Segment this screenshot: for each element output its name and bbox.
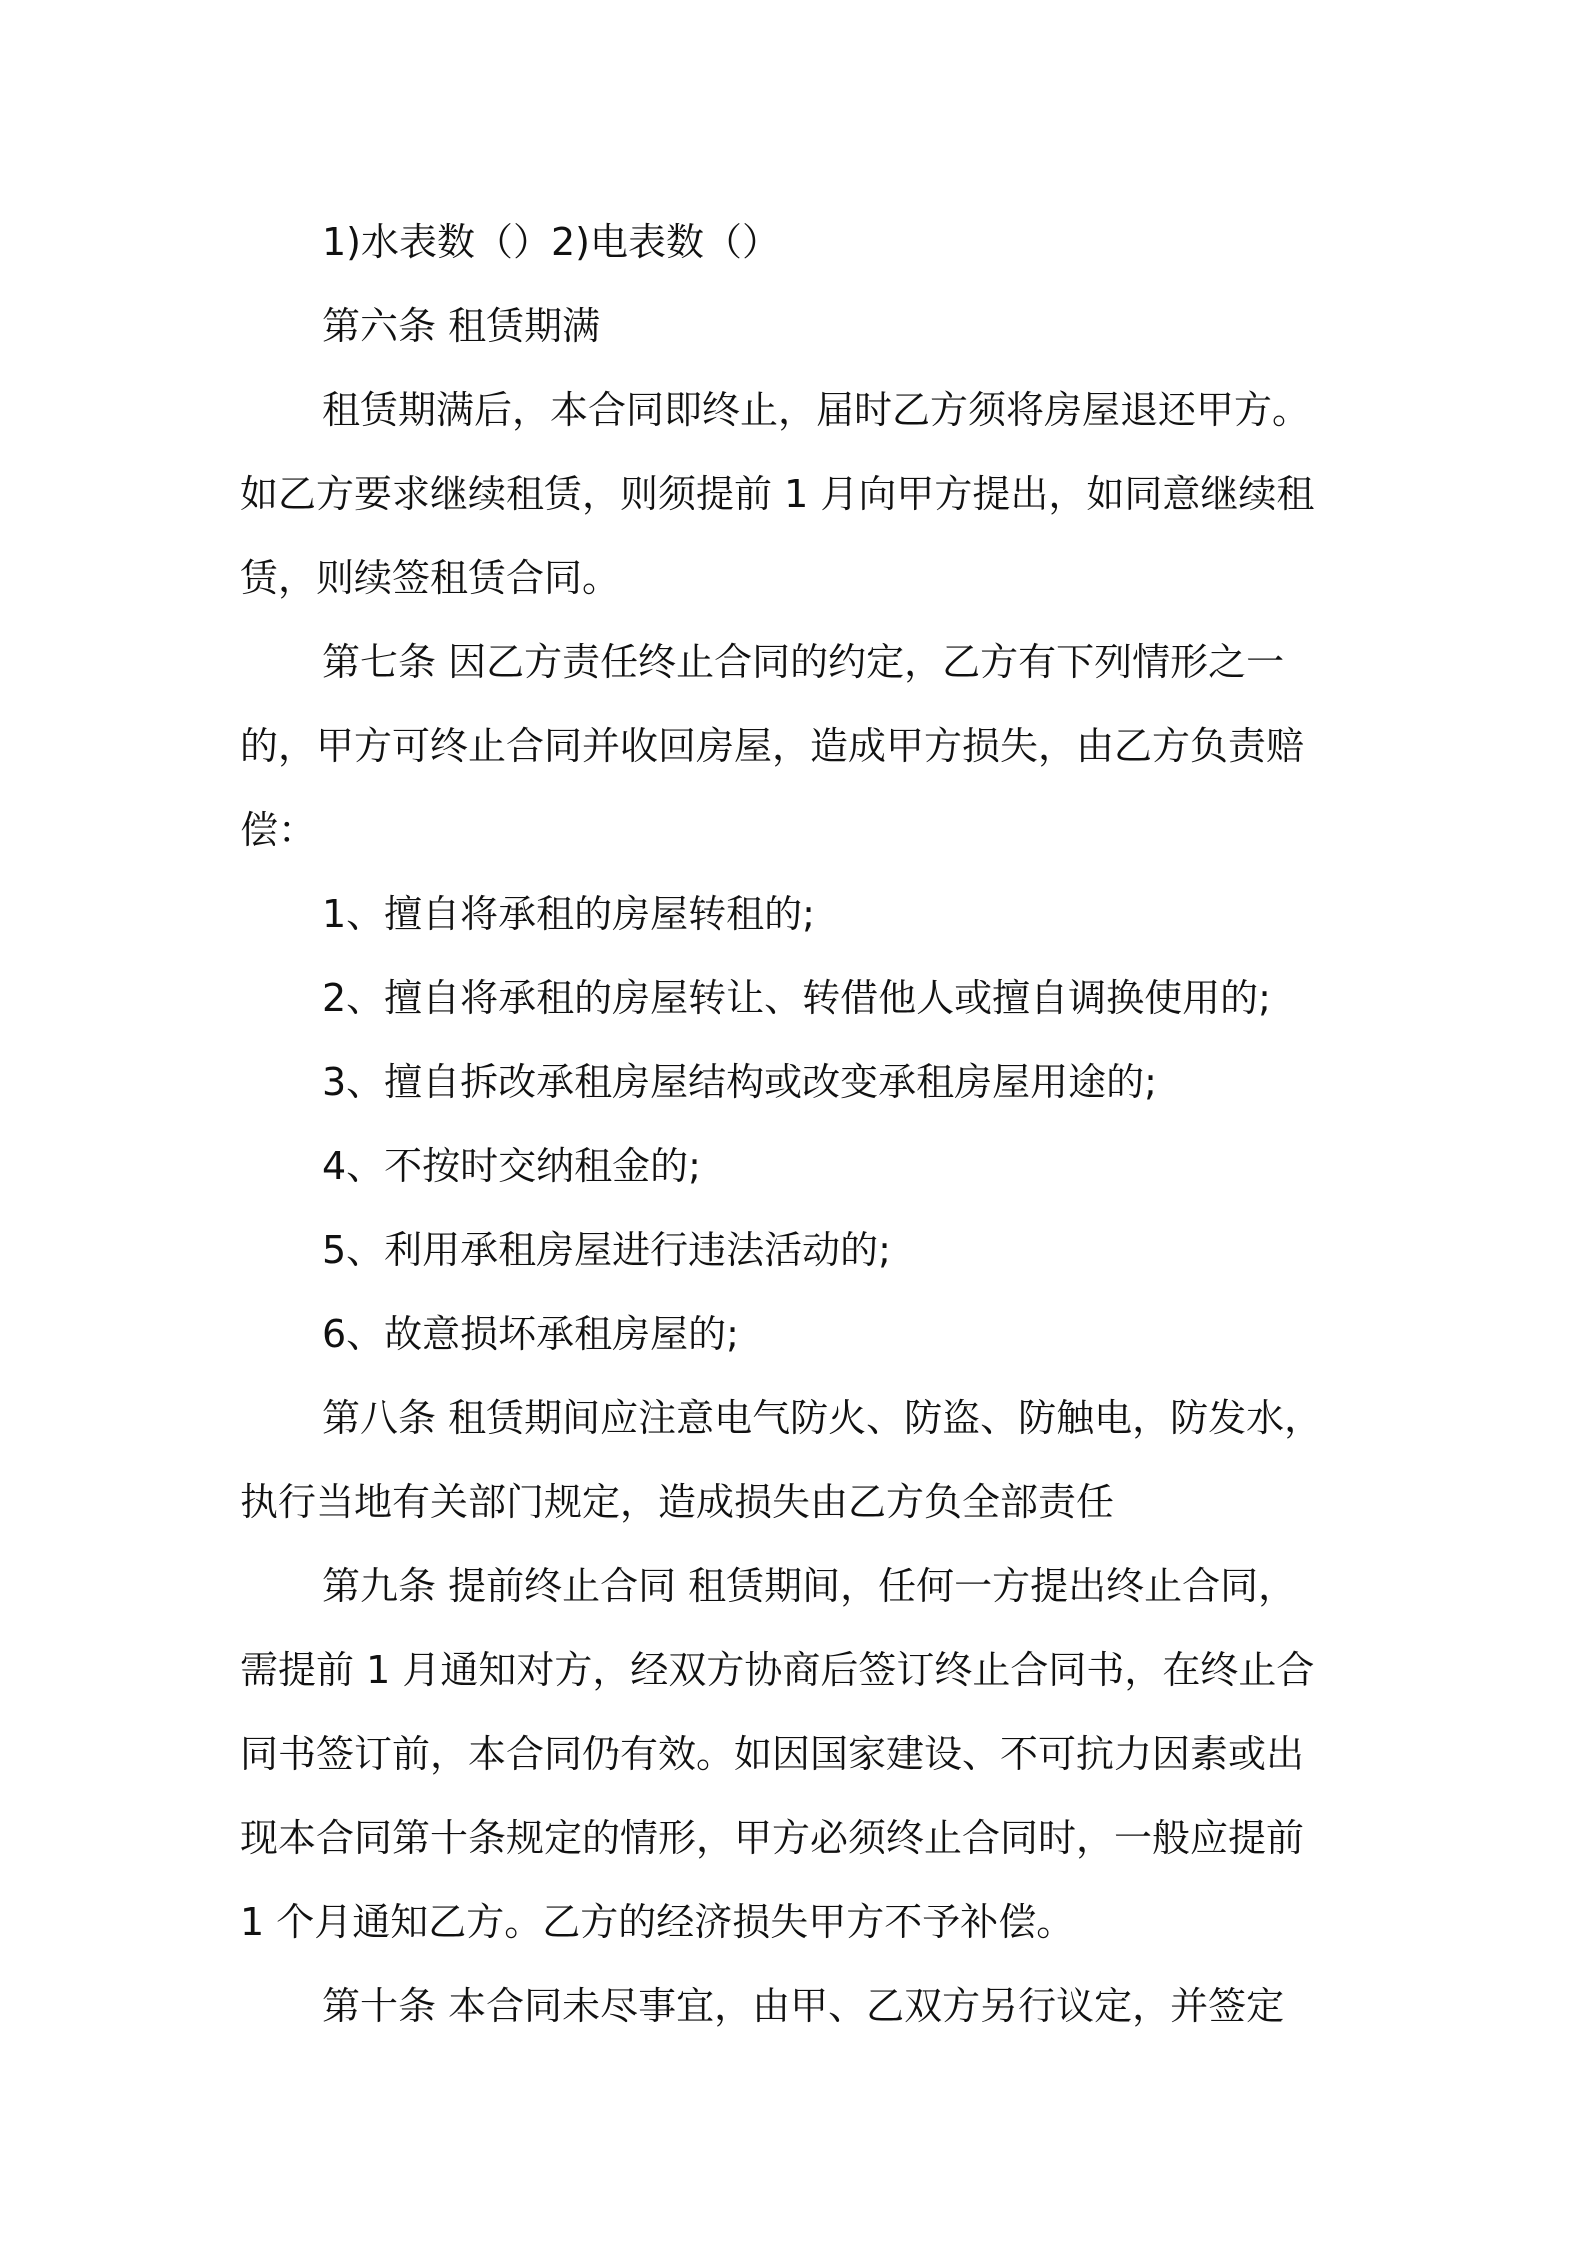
document-body <box>240 200 1360 2048</box>
article-7-paragraph-line: 偿： <box>240 808 317 852</box>
article-6-paragraph-line: 租赁期满后，本合同即终止，届时乙方须将房屋退还甲方。 <box>322 388 1311 432</box>
list-item: 3、擅自拆改承租房屋结构或改变承租房屋用途的; <box>322 1060 1157 1104</box>
meter-readings-line: 1)水表数（）2)电表数（） <box>322 220 781 264</box>
article-9-paragraph-line: 现本合同第十条规定的情形，甲方必须终止合同时，一般应提前 <box>240 1816 1305 1860</box>
article-9-paragraph-line: 1 个月通知乙方。乙方的经济损失甲方不予补偿。 <box>240 1900 1075 1944</box>
article-10-paragraph-line: 第十条 本合同未尽事宜，由甲、乙双方另行议定，并签定 <box>322 1984 1285 2028</box>
article-7-paragraph-line: 第七条 因乙方责任终止合同的约定，乙方有下列情形之一 <box>322 640 1285 684</box>
article-9-paragraph-line: 同书签订前，本合同仍有效。如因国家建设、不可抗力因素或出 <box>240 1732 1305 1776</box>
article-6-paragraph-line: 赁，则续签租赁合同。 <box>240 556 621 600</box>
article-8-paragraph-line: 第八条 租赁期间应注意电气防火、防盗、防触电，防发水， <box>322 1396 1323 1440</box>
article-8-paragraph-line: 执行当地有关部门规定，造成损失由乙方负全部责任 <box>240 1480 1115 1524</box>
list-item: 1、擅自将承租的房屋转租的; <box>322 892 815 936</box>
list-item: 5、利用承租房屋进行违法活动的; <box>322 1228 891 1272</box>
article-6-paragraph-line: 如乙方要求继续租赁，则须提前 1 月向甲方提出，如同意继续租 <box>240 472 1315 516</box>
article-6-heading: 第六条 租赁期满 <box>322 304 601 348</box>
article-9-paragraph-line: 第九条 提前终止合同 租赁期间，任何一方提出终止合同， <box>322 1564 1297 1608</box>
list-item: 6、故意损坏承租房屋的; <box>322 1312 739 1356</box>
article-7-paragraph-line: 的，甲方可终止合同并收回房屋，造成甲方损失，由乙方负责赔 <box>240 724 1305 768</box>
list-item: 2、擅自将承租的房屋转让、转借他人或擅自调换使用的; <box>322 976 1271 1020</box>
list-item: 4、不按时交纳租金的; <box>322 1144 701 1188</box>
article-9-paragraph-line: 需提前 1 月通知对方，经双方协商后签订终止合同书，在终止合 <box>240 1648 1315 1692</box>
